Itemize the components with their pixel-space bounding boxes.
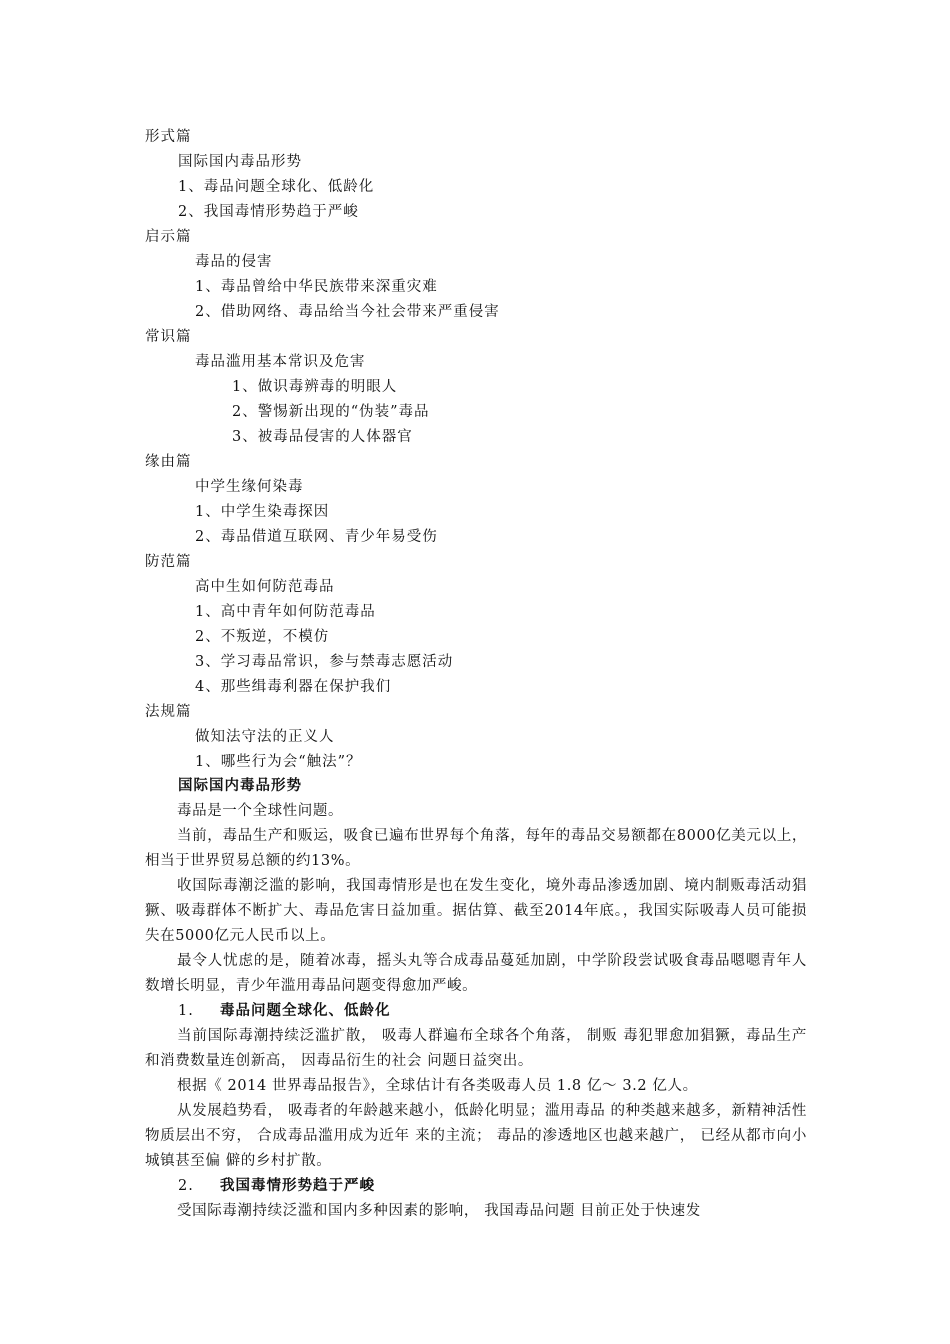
paragraph: 从发展趋势看， 吸毒者的年龄越来越小，低龄化明显；滥用毒品 的种类越来越多，新精神活性物质层出不穷， 合成毒品滥用成为近年 来的主流； 毒品的渗透地区也越来越广， 已经从都市向小城镇甚至偏 僻的乡村扩散。: [145, 1103, 807, 1169]
outline-section-title: 缘由篇: [145, 454, 192, 470]
outline-section-title: 形式篇: [145, 129, 192, 145]
paragraph: 当前国际毒潮持续泛滥扩散， 吸毒人群遍布全球各个角落， 制贩 毒犯罪愈加猖獗，毒品生产和消费数量连创新高， 因毒品衍生的社会 问题日益突出。: [145, 1028, 807, 1069]
subsection-heading: [178, 1176, 375, 1196]
paragraph: 最令人忧虑的是，随着冰毒，摇头丸等合成毒品蔓延加剧，中学阶段尝试吸食毒品嗯嗯青年人数增长明显，青少年滥用毒品问题变得愈加严峻。: [145, 953, 807, 994]
outline-item: 1、高中青年如何防范毒品: [195, 604, 376, 620]
outline-topic: 做知法守法的正义人: [195, 729, 335, 745]
outline-item: 2、我国毒情形势趋于严峻: [178, 204, 359, 220]
outline-item: 3、学习毒品常识，参与禁毒志愿活动: [195, 654, 454, 670]
outline-topic: 高中生如何防范毒品: [195, 579, 335, 595]
subsection-heading: [178, 1001, 391, 1021]
subsection-title: 我国毒情形势趋于严峻: [220, 1177, 375, 1194]
outline-topic: 国际国内毒品形势: [178, 154, 302, 170]
outline-item: 2、借助网络、毒品给当今社会带来严重侵害: [195, 304, 500, 320]
paragraph: 收国际毒潮泛滥的影响，我国毒情形是也在发生变化，境外毒品渗透加剧、境内制贩毒活动猖獗、吸毒群体不断扩大、毒品危害日益加重。据估算、截至2014年底。，我国实际吸毒人员可能损失在5000亿元人民币以上。: [145, 878, 807, 944]
outline-item: 4、那些缉毒利器在保护我们: [195, 679, 392, 695]
outline-section-title: 常识篇: [145, 329, 192, 345]
outline-item: 1、毒品曾给中华民族带来深重灾难: [195, 279, 438, 295]
outline-item: 2、毒品借道互联网、青少年易受伤: [195, 529, 438, 545]
section-heading: 国际国内毒品形势: [178, 777, 302, 794]
outline-item: 2、警惕新出现的“伪装”毒品: [232, 404, 430, 420]
outline-topic: 毒品滥用基本常识及危害: [195, 354, 366, 370]
subsection-number: 1.: [178, 1003, 194, 1019]
paragraph: 毒品是一个全球性问题。: [177, 803, 344, 819]
outline-section-title: 启示篇: [145, 229, 192, 245]
outline-item: 3、被毒品侵害的人体器官: [232, 429, 413, 445]
outline-item: 1、哪些行为会“触法”？: [195, 754, 362, 770]
outline-item: 1、中学生染毒探因: [195, 504, 330, 520]
paragraph: 当前，毒品生产和贩运，吸食已遍布世界每个角落，每年的毒品交易额都在8000亿美元以上，相当于世界贸易总额的约13%。: [145, 828, 807, 869]
outline-item: 1、毒品问题全球化、低龄化: [178, 179, 375, 195]
outline-topic: 毒品的侵害: [195, 254, 273, 270]
outline-section-title: 法规篇: [145, 704, 192, 720]
outline-item: 1、做识毒辨毒的明眼人: [232, 379, 398, 395]
outline-topic: 中学生缘何染毒: [195, 479, 304, 495]
outline-item: 2、不叛逆，不模仿: [195, 629, 330, 645]
subsection-number: 2.: [178, 1178, 194, 1194]
outline-section-title: 防范篇: [145, 554, 192, 570]
subsection-title: 毒品问题全球化、低龄化: [220, 1002, 391, 1019]
paragraph: 受国际毒潮持续泛滥和国内多种因素的影响， 我国毒品问题 目前正处于快速发: [177, 1203, 701, 1219]
paragraph: 根据《 2014 世界毒品报告》，全球估计有各类吸毒人员 1.8 亿～ 3.2 亿人。: [177, 1078, 698, 1094]
